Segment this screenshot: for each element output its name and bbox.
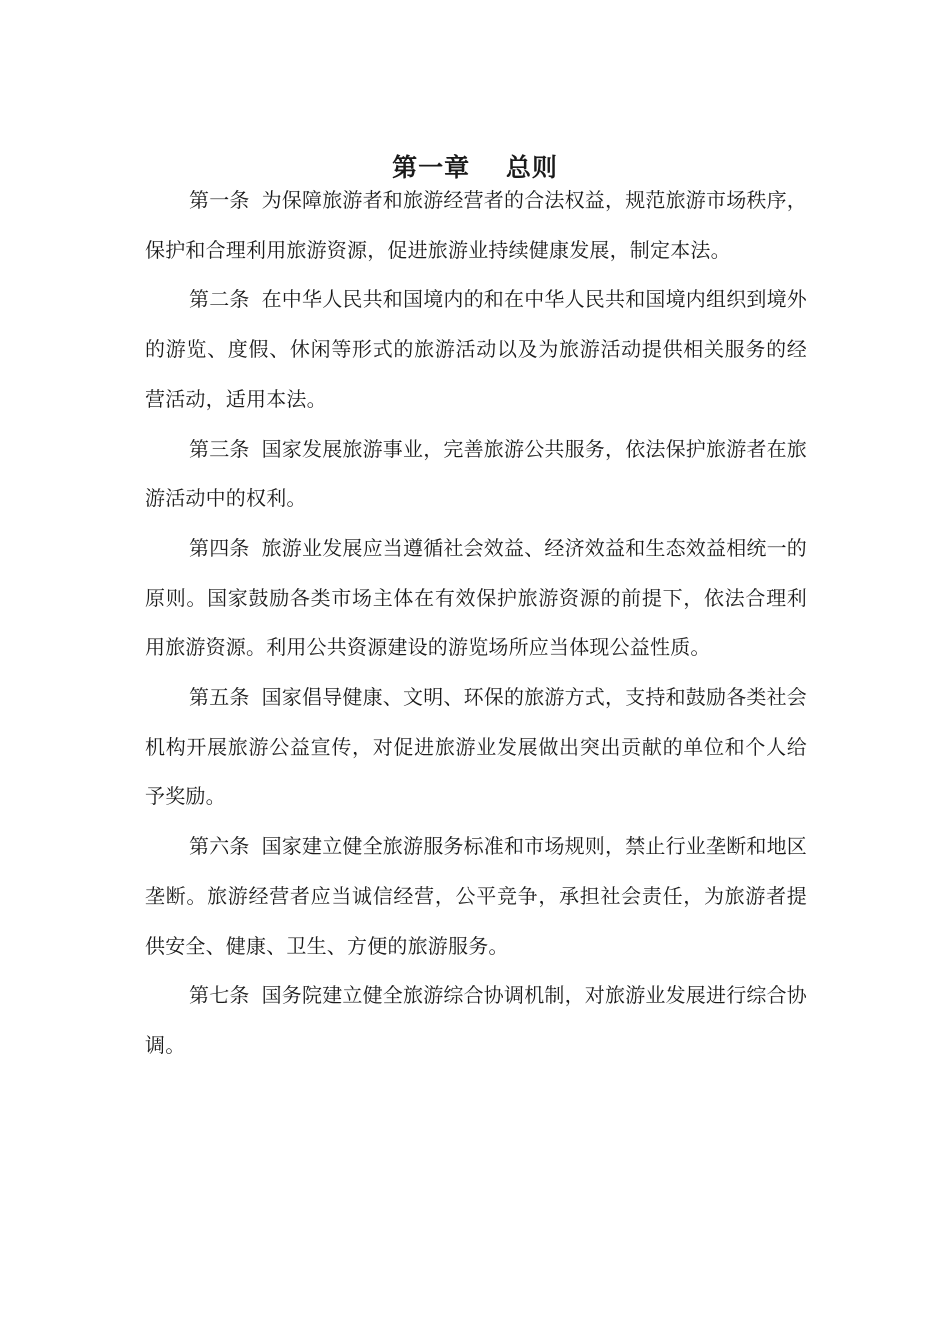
article-number: 第四条 [189, 535, 250, 560]
article-1 [145, 176, 807, 275]
article-text: 在中华人民共和国境内的和在中华人民共和国境内组织到境外的游览、度假、休闲等形式的旅游活动以及为旅游活动提供相关服务的经营活动，适用本法。 [145, 287, 808, 411]
article-4 [145, 524, 807, 673]
article-number: 第三条 [189, 436, 250, 461]
article-5 [145, 673, 807, 822]
article-text: 国家建立健全旅游服务标准和市场规则，禁止行业垄断和地区垄断。旅游经营者应当诚信经营，公平竞争，承担社会责任，为旅游者提供安全、健康、卫生、方便的旅游服务。 [145, 834, 808, 958]
article-7 [145, 971, 807, 1070]
article-text: 为保障旅游者和旅游经营者的合法权益，规范旅游市场秩序，保护和合理利用旅游资源，促进旅游业持续健康发展，制定本法。 [145, 188, 808, 262]
chapter-title: 第一章 总则 [392, 152, 558, 182]
article-3 [145, 425, 807, 524]
article-text: 国务院建立健全旅游综合协调机制，对旅游业发展进行综合协调。 [145, 983, 808, 1057]
article-2 [145, 275, 807, 424]
article-6 [145, 822, 807, 971]
article-number: 第一条 [189, 188, 250, 212]
article-number: 第二条 [189, 287, 250, 312]
article-number: 第五条 [189, 685, 250, 710]
document-body [145, 176, 807, 1071]
article-number: 第六条 [189, 834, 250, 859]
article-number: 第七条 [189, 983, 250, 1008]
article-text: 国家倡导健康、文明、环保的旅游方式，支持和鼓励各类社会机构开展旅游公益宣传，对促进旅游业发展做出突出贡献的单位和个人给予奖励。 [145, 685, 808, 809]
article-text: 国家发展旅游事业，完善旅游公共服务，依法保护旅游者在旅游活动中的权利。 [145, 436, 808, 511]
article-text: 旅游业发展应当遵循社会效益、经济效益和生态效益相统一的原则。国家鼓励各类市场主体在有效保护旅游资源的前提下，依法合理利用旅游资源。利用公共资源建设的游览场所应当体现公益性质。 [145, 535, 808, 660]
